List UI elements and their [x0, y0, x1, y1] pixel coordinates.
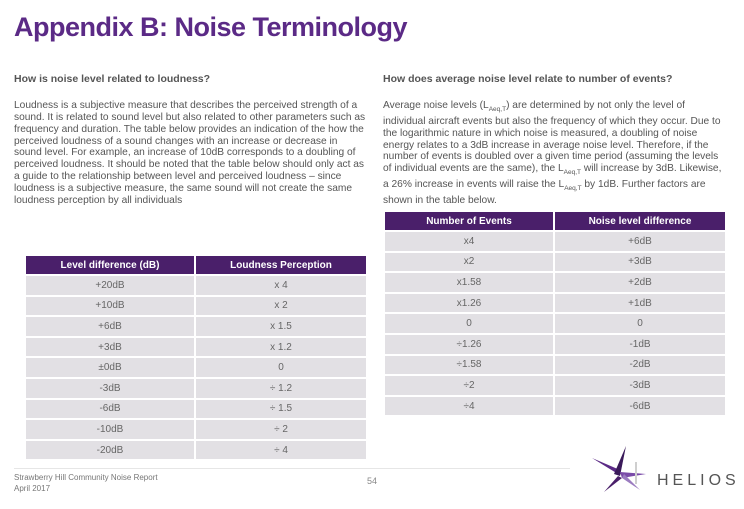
- table-row: [26, 358, 366, 377]
- table-cell: ÷1.26: [385, 335, 553, 354]
- column-header-number-of-events: Number of Events: [385, 212, 553, 230]
- table-row: [26, 441, 366, 460]
- helios-logo-text: HELIOS: [657, 472, 740, 489]
- table-cell: +6dB: [553, 232, 725, 251]
- table-row: [26, 276, 366, 295]
- right-paragraph-text: Average noise levels (L: [383, 100, 489, 111]
- table-row: [385, 397, 725, 416]
- table-cell: -3dB: [553, 376, 725, 395]
- logo-shard: [604, 476, 622, 492]
- table-row: [385, 253, 725, 272]
- table-cell: x 4: [194, 276, 366, 295]
- table-cell: ÷ 2: [194, 420, 366, 439]
- table-cell: -6dB: [26, 400, 194, 419]
- table-cell: +3dB: [26, 338, 194, 357]
- table-cell: ÷1.58: [385, 356, 553, 375]
- logo-shard: [614, 446, 626, 476]
- left-heading: How is noise level related to loudness?: [14, 73, 211, 85]
- table-row: [26, 379, 366, 398]
- loudness-table: [26, 254, 366, 461]
- table-cell: ÷ 1.2: [194, 379, 366, 398]
- footer-info: [14, 472, 158, 494]
- table-cell: -20dB: [26, 441, 194, 460]
- table-row: [385, 314, 725, 333]
- table-cell: x1.26: [385, 294, 553, 313]
- table-cell: x 1.2: [194, 338, 366, 357]
- table-cell: +20dB: [26, 276, 194, 295]
- table-cell: x 2: [194, 297, 366, 316]
- table-cell: -3dB: [26, 379, 194, 398]
- column-header-noise-level-difference: Noise level difference: [553, 212, 725, 230]
- table-cell: 0: [194, 358, 366, 377]
- footer-date: April 2017: [14, 484, 51, 493]
- table-row: [26, 297, 366, 316]
- table-cell: -2dB: [553, 356, 725, 375]
- table-cell: +3dB: [553, 253, 725, 272]
- table-cell: ÷ 4: [194, 441, 366, 460]
- table-cell: -10dB: [26, 420, 194, 439]
- table-cell: ÷ 1.5: [194, 400, 366, 419]
- table-row: [26, 338, 366, 357]
- footer-report-name: Strawberry Hill Community Noise Report: [14, 473, 158, 482]
- table-cell: +10dB: [26, 297, 194, 316]
- page-number: 54: [367, 476, 378, 486]
- column-header-loudness-perception: Loudness Perception: [194, 256, 366, 274]
- table-cell: x4: [385, 232, 553, 251]
- table-cell: ÷2: [385, 376, 553, 395]
- table-cell: +6dB: [26, 317, 194, 336]
- table-cell: -6dB: [553, 397, 725, 416]
- table-cell: ÷4: [385, 397, 553, 416]
- table-cell: x 1.5: [194, 317, 366, 336]
- table-header-row: [385, 212, 725, 230]
- table-row: [385, 356, 725, 375]
- right-paragraph-text: by 1dB. Further factors are shown in the table below.: [383, 179, 706, 206]
- column-header-level-difference: Level difference (dB): [26, 256, 194, 274]
- table-cell: x1.58: [385, 273, 553, 292]
- table-row: [385, 335, 725, 354]
- table-cell: 0: [385, 314, 553, 333]
- table-row: [385, 376, 725, 395]
- table-row: [26, 317, 366, 336]
- table-cell: x2: [385, 253, 553, 272]
- table-cell: +1dB: [553, 294, 725, 313]
- table-row: [26, 420, 366, 439]
- subscript-aeq: Aeq,T: [488, 106, 507, 114]
- table-row: [385, 273, 725, 292]
- helios-logo-icon: [590, 444, 650, 494]
- right-paragraph-text: will increase by 3dB. Likewise, a 26% increase in events will raise the L: [383, 163, 722, 191]
- right-paragraph-text: ) are determined by not only the level of individual aircraft events but also the frequency of which they occur. Due to the logarithmic nature in which noise is measured, a doubling of noise energy relates to a 3dB increase in average noise level. Therefore, if the number of events is doubled over a given time period (assuming the levels of individual events are the same), the L: [383, 100, 721, 175]
- right-paragraph: [383, 100, 727, 207]
- subscript-aeq: Aeq,T: [563, 169, 581, 177]
- right-heading: How does average noise level relate to number of events?: [383, 73, 673, 85]
- table-row: [26, 400, 366, 419]
- table-cell: 0: [553, 314, 725, 333]
- table-cell: ±0dB: [26, 358, 194, 377]
- table-row: [385, 294, 725, 313]
- events-table: [385, 210, 725, 417]
- table-cell: -1dB: [553, 335, 725, 354]
- page-title: Appendix B: Noise Terminology: [14, 12, 408, 42]
- footer-divider: [14, 468, 570, 469]
- subscript-aeq: Aeq,T: [564, 185, 582, 193]
- table-header-row: [26, 256, 366, 274]
- table-row: [385, 232, 725, 251]
- table-cell: +2dB: [553, 273, 725, 292]
- left-paragraph: Loudness is a subjective measure that describes the perceived strength of a sound. It is related to sound level but also related to other parameters such as frequency and duration. The table below provides an indication of the how the perceived loudness of a sound changes with an increase or decrease in sound level. For example, an increase of 10dB corresponds to a doubling of perceived loudness. It should be noted that the table below should only act as a guide to the relationship between level and perceived loudness – since loudness is a subjective measure, the same sound will not create the same loudness perception by all individuals: [14, 100, 366, 206]
